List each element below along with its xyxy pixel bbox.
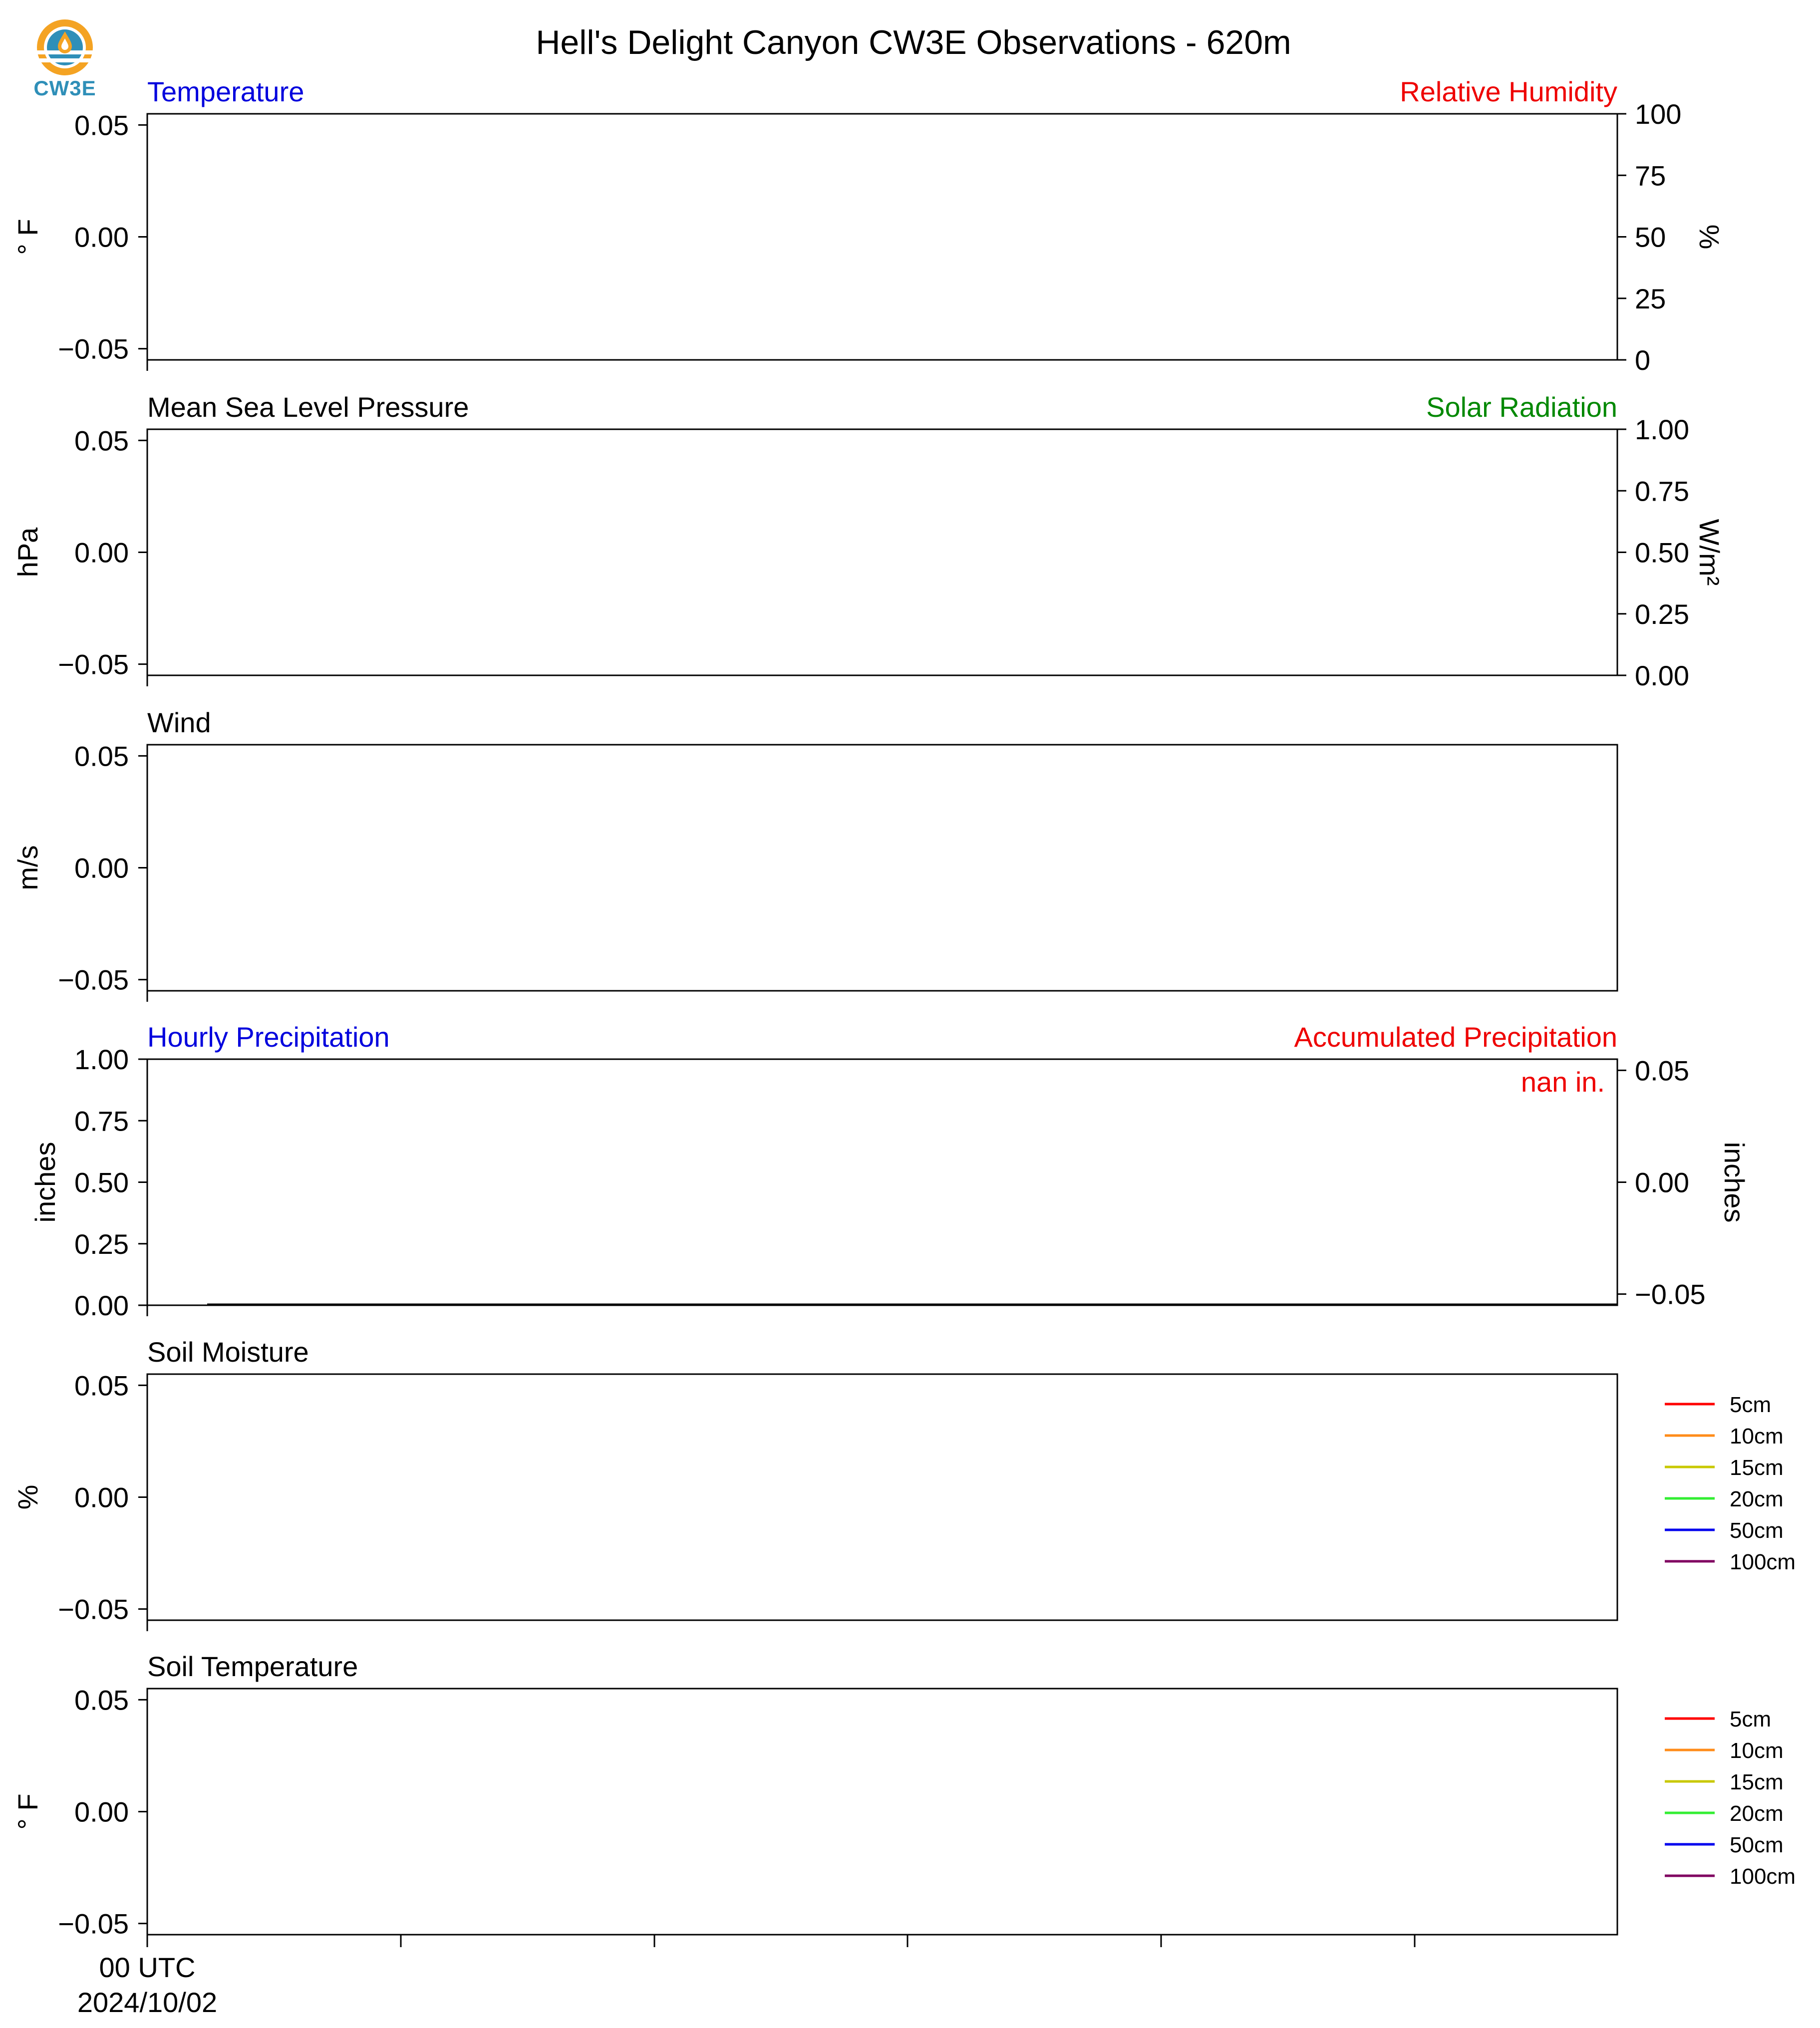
y-axis-label: ° F [12, 1793, 43, 1830]
plot-frame [147, 1059, 1617, 1305]
accumulated-total-label: nan in. [1520, 1066, 1605, 1098]
x-tick-label-date: 2024/10/02 [77, 1987, 218, 2018]
panel-title-right: Relative Humidity [1400, 76, 1617, 107]
legend-label-10cm: 10cm [1730, 1738, 1784, 1763]
y-tick-label: −0.05 [58, 648, 129, 680]
y-tick-label: −0.05 [58, 333, 129, 365]
panel-1 [12, 76, 1725, 376]
y-tick-label: −0.05 [58, 1908, 129, 1940]
y-tick-label: 0.50 [74, 1166, 129, 1198]
legend-label-100cm: 100cm [1730, 1550, 1796, 1574]
y-right-tick-label: 0.00 [1635, 660, 1689, 691]
y-axis-label: hPa [12, 527, 43, 578]
y-right-tick-label: 0.00 [1635, 1166, 1689, 1198]
y-tick-label: 0.05 [74, 1370, 129, 1402]
y-right-tick-label: 1.00 [1635, 414, 1689, 445]
y-tick-label: −0.05 [58, 1593, 129, 1625]
panel-3 [12, 707, 1617, 1002]
panel-5 [12, 1336, 1796, 1631]
panel-title-left: Temperature [147, 76, 304, 107]
logo-text: CW3E [33, 76, 96, 100]
panel-title-left: Wind [147, 707, 211, 738]
plot-frame [147, 1689, 1617, 1935]
legend-label-15cm: 15cm [1730, 1455, 1784, 1480]
legend-label-100cm: 100cm [1730, 1864, 1796, 1889]
y-right-tick-label: 50 [1635, 221, 1666, 253]
panel-4 [29, 1021, 1750, 1321]
y-tick-label: 0.05 [74, 109, 129, 141]
plot-frame [147, 745, 1617, 991]
panel-title-left: Soil Moisture [147, 1336, 309, 1368]
y-tick-label: 0.05 [74, 425, 129, 457]
legend-label-5cm: 5cm [1730, 1393, 1772, 1417]
plot-frame [147, 114, 1617, 360]
panel-title-right: Solar Radiation [1426, 391, 1617, 423]
plot-frame [147, 1374, 1617, 1620]
panel-title-left: Soil Temperature [147, 1651, 358, 1682]
y-right-tick-label: 75 [1635, 160, 1666, 192]
y-right-tick-label: 0 [1635, 344, 1651, 376]
y-axis-label: inches [29, 1142, 61, 1223]
legend-label-15cm: 15cm [1730, 1770, 1784, 1794]
y-tick-label: 0.00 [74, 1290, 129, 1321]
y-tick-label: −0.05 [58, 964, 129, 996]
y-right-tick-label: 0.05 [1635, 1055, 1689, 1087]
panel-2 [12, 391, 1725, 691]
legend-label-50cm: 50cm [1730, 1833, 1784, 1857]
y-right-tick-label: 0.25 [1635, 598, 1689, 630]
y-axis-label: m/s [12, 845, 43, 890]
y-tick-label: 1.00 [74, 1044, 129, 1075]
y-right-tick-label: 0.75 [1635, 475, 1689, 507]
y-axis-label: ° F [12, 219, 43, 255]
y-tick-label: 0.05 [74, 740, 129, 772]
legend-label-50cm: 50cm [1730, 1518, 1784, 1543]
panel-title-left: Hourly Precipitation [147, 1021, 390, 1053]
legend-label-20cm: 20cm [1730, 1801, 1784, 1826]
legend-label-10cm: 10cm [1730, 1424, 1784, 1449]
y-tick-label: 0.25 [74, 1228, 129, 1260]
y-right-axis-label: inches [1719, 1142, 1750, 1223]
y-tick-label: 0.05 [74, 1684, 129, 1716]
plot-frame [147, 429, 1617, 675]
y-right-axis-label: % [1694, 224, 1725, 250]
y-tick-label: 0.00 [74, 1796, 129, 1828]
y-right-tick-label: 100 [1635, 98, 1682, 130]
legend-label-5cm: 5cm [1730, 1707, 1772, 1732]
panel-title-right: Accumulated Precipitation [1294, 1021, 1617, 1053]
y-tick-label: 0.00 [74, 1481, 129, 1513]
panel-6 [12, 1651, 1796, 2018]
y-tick-label: 0.00 [74, 537, 129, 569]
y-tick-label: 0.00 [74, 221, 129, 253]
y-tick-label: 0.75 [74, 1105, 129, 1137]
y-axis-label: % [12, 1484, 43, 1510]
x-tick-label-time: 00 UTC [99, 1952, 196, 1983]
y-tick-label: 0.00 [74, 852, 129, 884]
legend-label-20cm: 20cm [1730, 1487, 1784, 1511]
panel-title-left: Mean Sea Level Pressure [147, 391, 469, 423]
y-right-tick-label: 0.50 [1635, 537, 1689, 569]
y-right-tick-label: −0.05 [1635, 1278, 1706, 1310]
figure-title: Hell's Delight Canyon CW3E Observations - 620m [536, 23, 1291, 61]
y-right-tick-label: 25 [1635, 283, 1666, 314]
y-right-axis-label: W/m² [1694, 519, 1725, 586]
